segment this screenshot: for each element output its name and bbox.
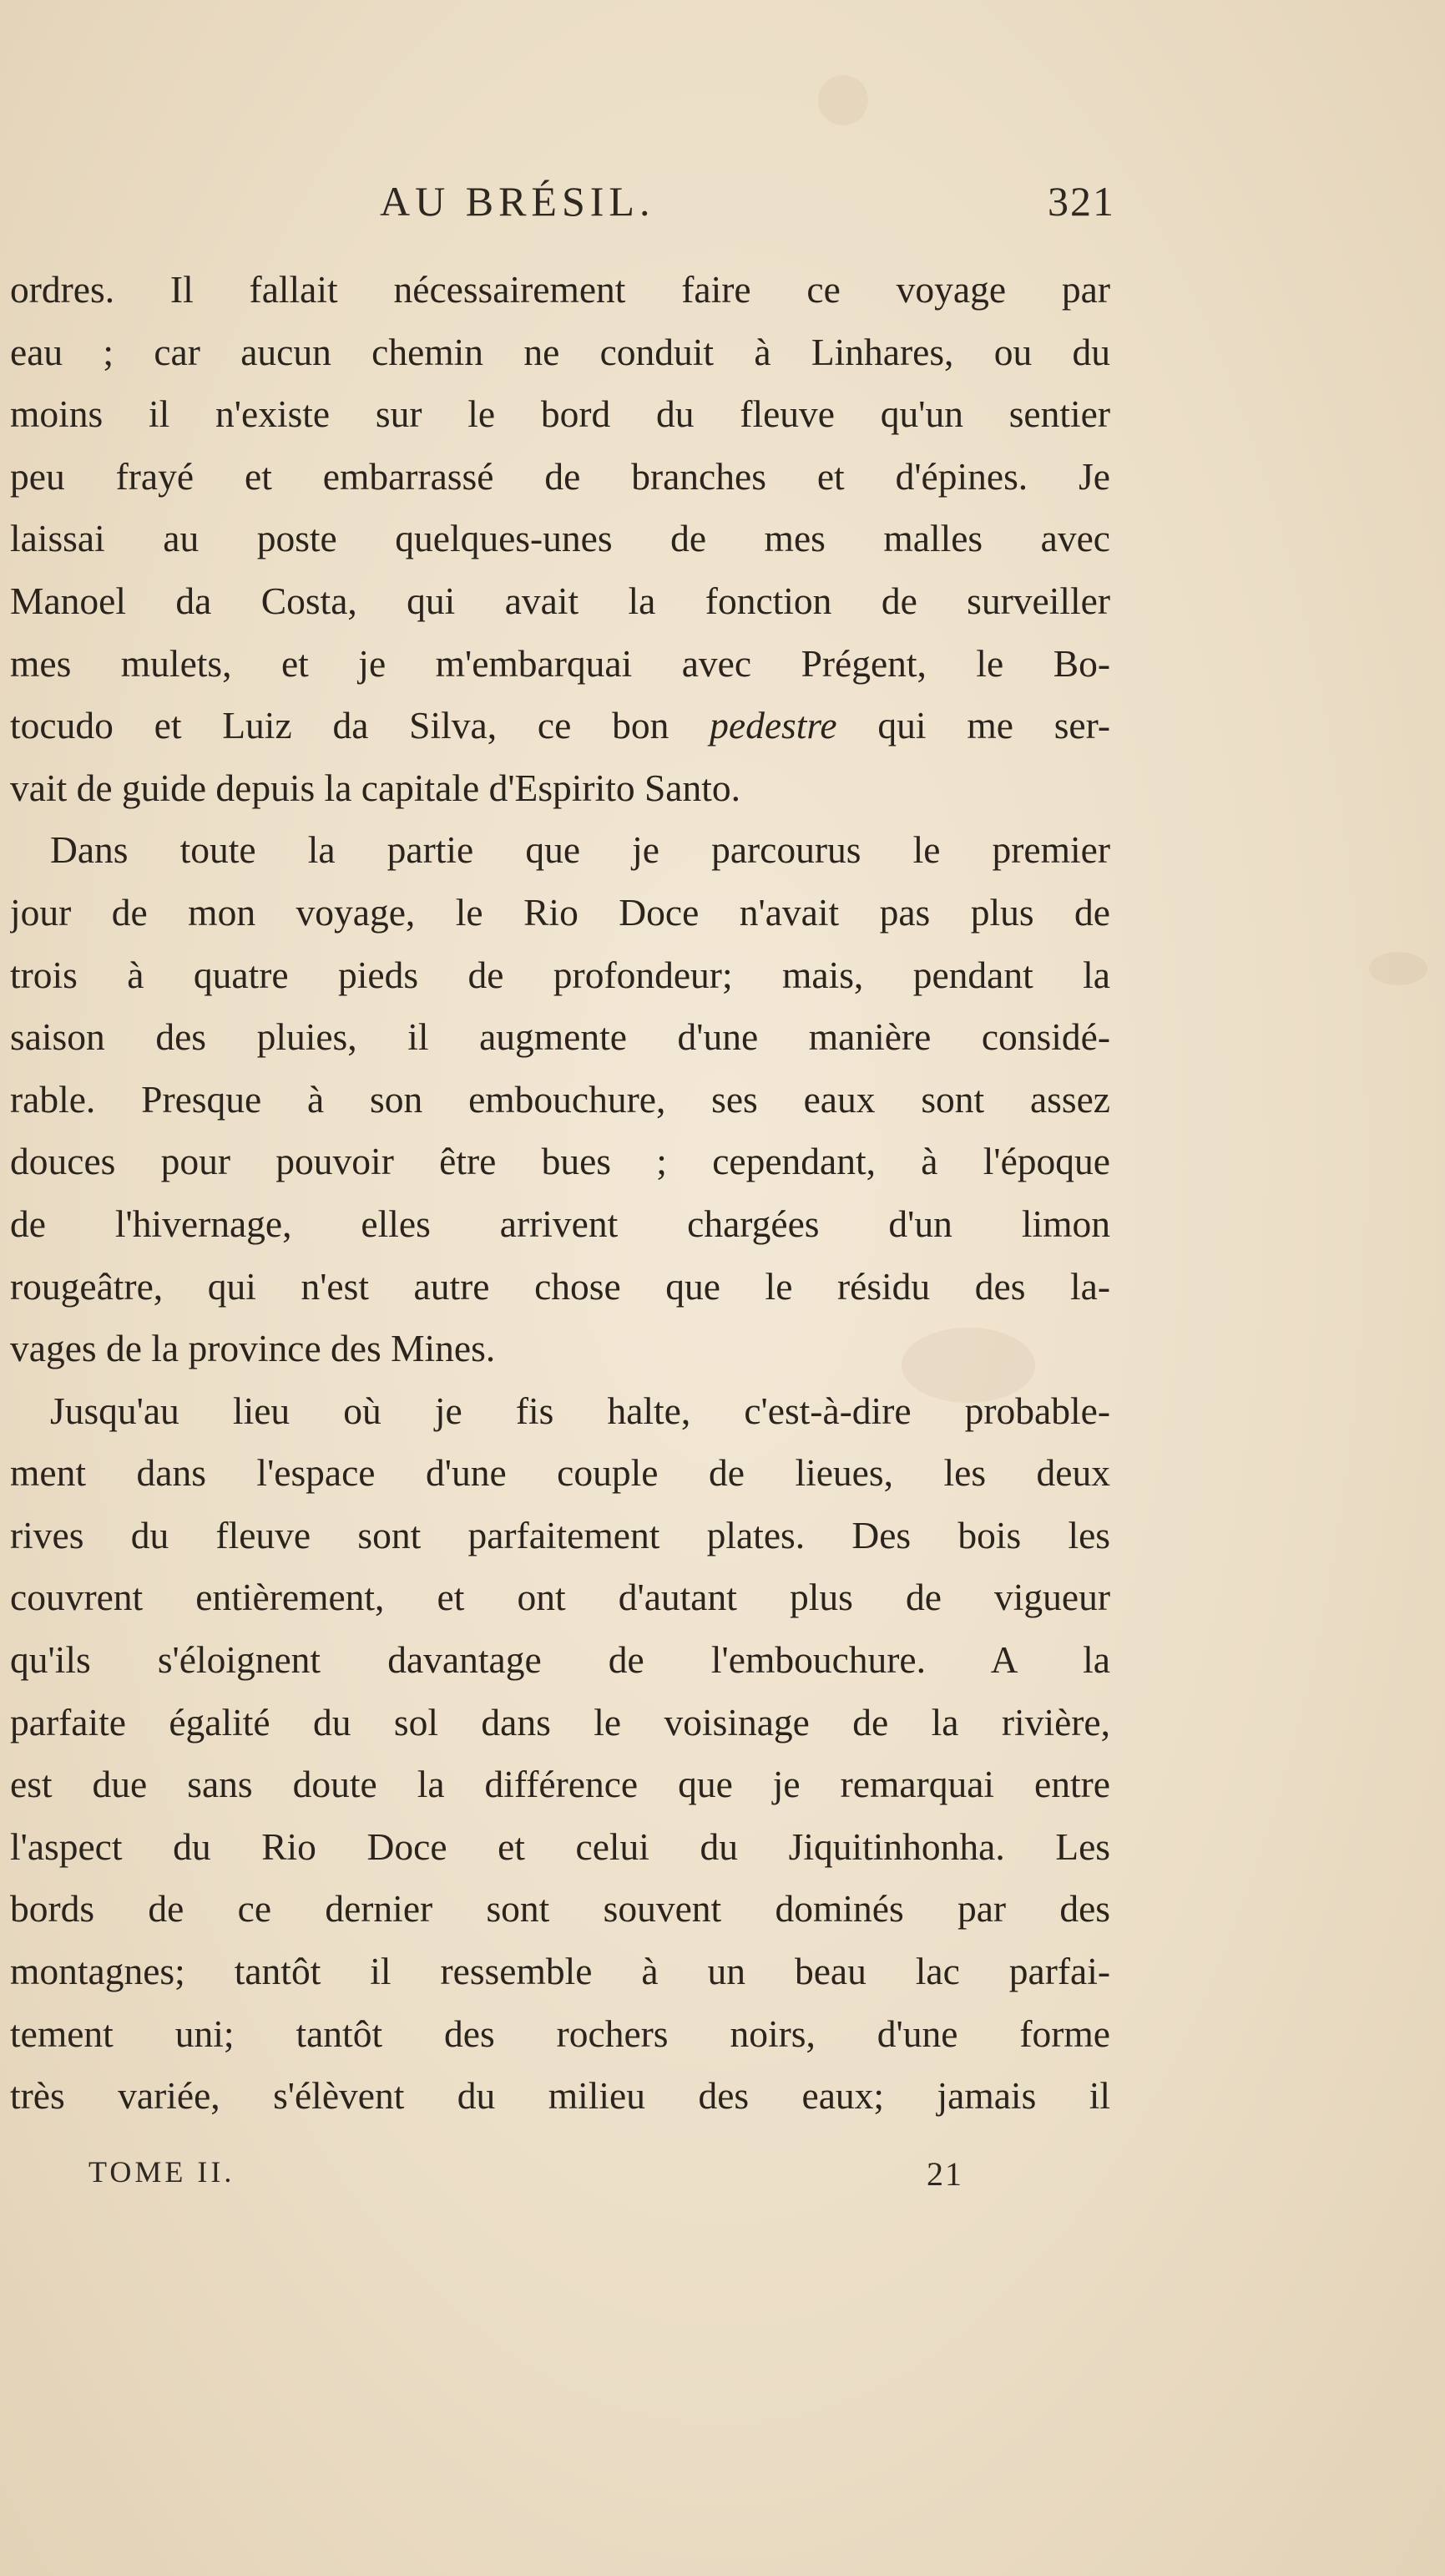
text-line: eau ; car aucun chemin ne conduit à Linhares, ou du: [10, 330, 1110, 373]
text-line: vages de la province des Mines.: [10, 1327, 496, 1370]
text-line: parfaite égalité du sol dans le voisinage de la rivière,: [10, 1700, 1110, 1743]
text-line: douces pour pouvoir être bues ; cependant, à l'époque: [10, 1140, 1110, 1183]
text-line: tement uni; tantôt des rochers noirs, d'une forme: [10, 2012, 1110, 2055]
text-line: rable. Presque à son embouchure, ses eaux sont assez: [10, 1077, 1110, 1121]
text-line: qu'ils s'éloignent davantage de l'embouchure. A la: [10, 1638, 1110, 1682]
body-text: [10, 259, 1110, 2128]
text-line: couvrent entièrement, et ont d'autant plus de vigueur: [10, 1576, 1110, 1619]
text-line: rives du fleuve sont parfaitement plates. Des bois les: [10, 1513, 1110, 1556]
page-footer: [0, 2154, 1445, 2204]
text-line: Jusqu'au lieu où je fis halte, c'est-à-dire probable-: [50, 1389, 1110, 1432]
text-line: de l'hivernage, elles arrivent chargées d'un limon: [10, 1202, 1110, 1245]
text-line: mes mulets, et je m'embarquai avec Prégent, le Bo-: [10, 641, 1110, 685]
text-line: Manoel da Costa, qui avait la fonction de surveiller: [10, 579, 1110, 622]
text-line: très variée, s'élèvent du milieu des eaux; jamais il: [10, 2074, 1110, 2118]
text-line: ordres. Il fallait nécessairement faire ce voyage par: [10, 268, 1110, 311]
text-line: bords de ce dernier sont souvent dominés par des: [10, 1887, 1110, 1931]
text-line: est due sans doute la différence que je remarquai entre: [10, 1763, 1110, 1806]
text-line: montagnes; tantôt il ressemble à un beau lac parfai-: [10, 1950, 1110, 1993]
paper-stain: [1369, 952, 1427, 985]
text-line: ment dans l'espace d'une couple de lieues, les deux: [10, 1451, 1110, 1495]
text-line: rougeâtre, qui n'est autre chose que le résidu des la-: [10, 1264, 1110, 1308]
gathering-signature: 21: [927, 2155, 963, 2193]
text-line: vait de guide depuis la capitale d'Espirito Santo.: [10, 766, 741, 809]
text-line: saison des pluies, il augmente d'une manière considé-: [10, 1015, 1110, 1059]
running-title: AU BRÉSIL.: [380, 178, 655, 225]
text-line: moins il n'existe sur le bord du fleuve qu'un sentier: [10, 392, 1110, 436]
text-line: tocudo et Luiz da Silva, ce bon pedestre qui me ser-: [10, 704, 1110, 747]
paper-stain: [818, 75, 868, 125]
page-header: [0, 177, 1445, 244]
text-line: trois à quatre pieds de profondeur; mais, pendant la: [10, 953, 1110, 996]
text-line: Dans toute la partie que je parcourus le premier: [50, 828, 1110, 872]
text-line: l'aspect du Rio Doce et celui du Jiquitinhonha. Les: [10, 1824, 1110, 1868]
page-number: 321: [1048, 178, 1115, 225]
text-line: jour de mon voyage, le Rio Doce n'avait pas plus de: [10, 890, 1110, 934]
volume-signature: TOME II.: [88, 2155, 235, 2189]
text-line: peu frayé et embarrassé de branches et d'épines. Je: [10, 454, 1110, 498]
text-line: laissai au poste quelques-unes de mes malles avec: [10, 517, 1110, 560]
